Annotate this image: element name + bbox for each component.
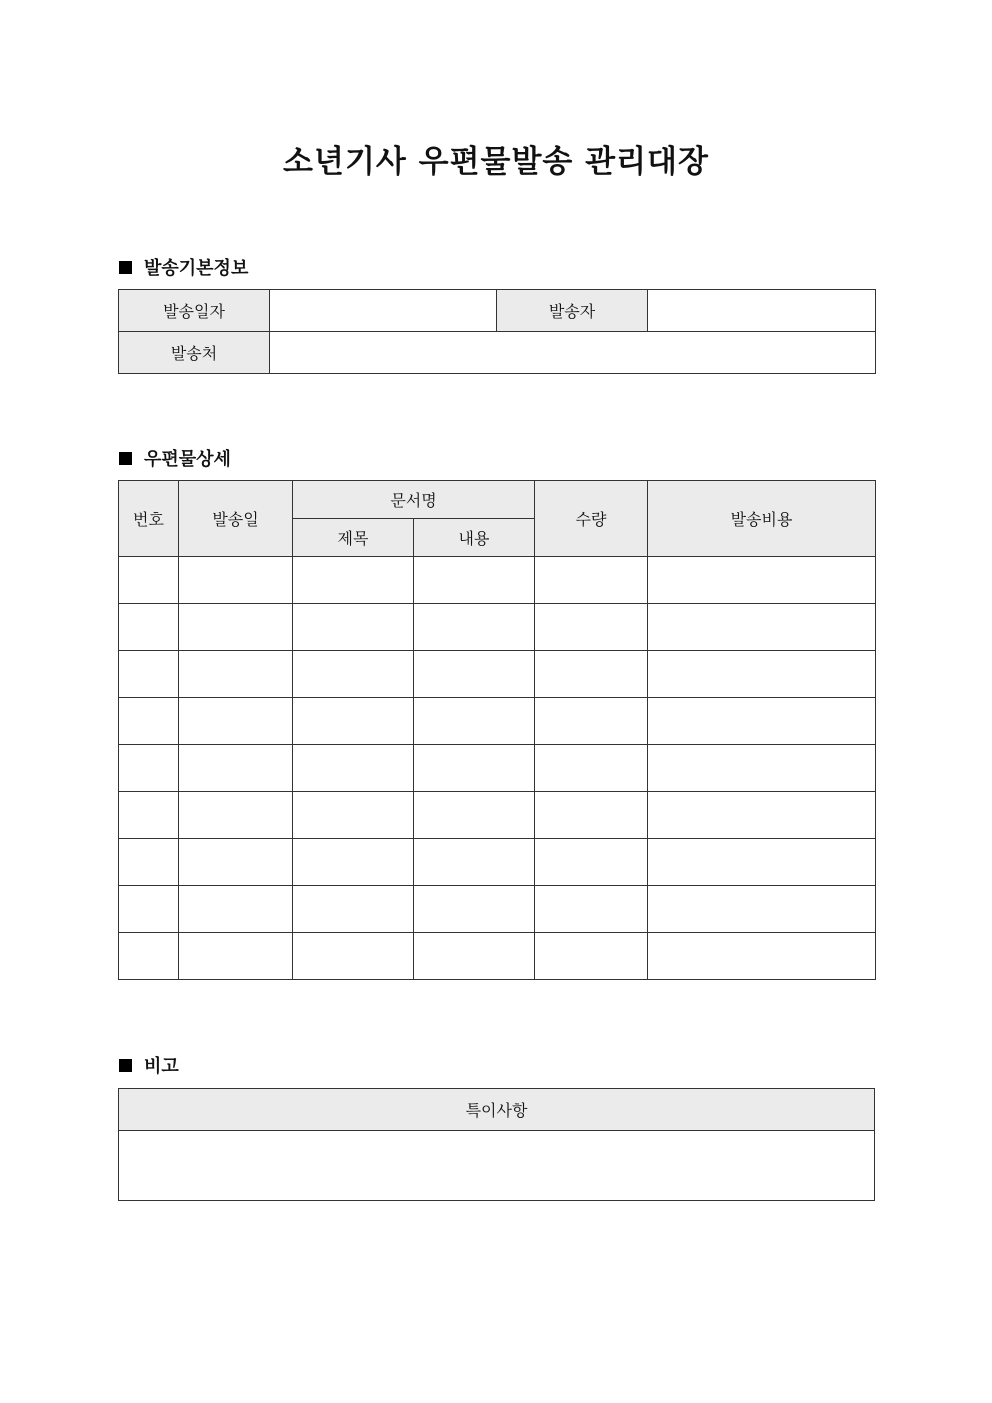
header-doc-content: 내용 xyxy=(414,519,535,557)
table-row xyxy=(119,604,876,651)
cell-cost[interactable] xyxy=(648,839,876,886)
cell-doc-title[interactable] xyxy=(293,604,414,651)
destination-label: 발송처 xyxy=(119,332,270,374)
cell-cost[interactable] xyxy=(648,651,876,698)
cell-send-date[interactable] xyxy=(179,745,293,792)
cell-send-date[interactable] xyxy=(179,886,293,933)
table-row xyxy=(119,745,876,792)
sender-label: 발송자 xyxy=(497,290,648,332)
cell-doc-title[interactable] xyxy=(293,839,414,886)
header-doc-name: 문서명 xyxy=(293,481,535,519)
cell-quantity[interactable] xyxy=(535,604,648,651)
cell-doc-content[interactable] xyxy=(414,698,535,745)
cell-send-date[interactable] xyxy=(179,792,293,839)
cell-cost[interactable] xyxy=(648,557,876,604)
square-bullet-icon xyxy=(119,261,132,274)
cell-send-date[interactable] xyxy=(179,557,293,604)
cell-quantity[interactable] xyxy=(535,792,648,839)
table-row xyxy=(119,839,876,886)
remarks-header: 특이사항 xyxy=(119,1089,875,1131)
cell-no[interactable] xyxy=(119,886,179,933)
table-row xyxy=(119,557,876,604)
header-send-date: 발송일 xyxy=(179,481,293,557)
cell-no[interactable] xyxy=(119,933,179,980)
mail-detail-table xyxy=(118,480,876,980)
header-doc-title: 제목 xyxy=(293,519,414,557)
table-row xyxy=(119,886,876,933)
cell-doc-content[interactable] xyxy=(414,745,535,792)
cell-cost[interactable] xyxy=(648,886,876,933)
square-bullet-icon xyxy=(119,1059,132,1072)
page-title: 소년기사 우편물발송 관리대장 xyxy=(283,144,709,180)
cell-no[interactable] xyxy=(119,792,179,839)
remarks-table xyxy=(118,1088,875,1201)
cell-send-date[interactable] xyxy=(179,839,293,886)
cell-no[interactable] xyxy=(119,698,179,745)
cell-doc-content[interactable] xyxy=(414,839,535,886)
cell-doc-title[interactable] xyxy=(293,886,414,933)
cell-cost[interactable] xyxy=(648,604,876,651)
section-remarks-label: 비고 xyxy=(144,1056,179,1077)
cell-doc-content[interactable] xyxy=(414,557,535,604)
cell-doc-content[interactable] xyxy=(414,651,535,698)
cell-quantity[interactable] xyxy=(535,557,648,604)
header-cost: 발송비용 xyxy=(648,481,876,557)
cell-doc-content[interactable] xyxy=(414,604,535,651)
cell-quantity[interactable] xyxy=(535,698,648,745)
section-heading-basic xyxy=(119,254,248,280)
remarks-field[interactable] xyxy=(119,1131,875,1201)
square-bullet-icon xyxy=(119,452,132,465)
cell-no[interactable] xyxy=(119,557,179,604)
table-row xyxy=(119,651,876,698)
cell-doc-content[interactable] xyxy=(414,886,535,933)
send-date-label: 발송일자 xyxy=(119,290,270,332)
table-row xyxy=(119,698,876,745)
section-detail-label: 우편물상세 xyxy=(144,449,231,470)
table-row xyxy=(119,792,876,839)
header-no: 번호 xyxy=(119,481,179,557)
section-basic-label: 발송기본정보 xyxy=(144,258,249,279)
section-heading-remarks xyxy=(119,1052,179,1078)
cell-cost[interactable] xyxy=(648,933,876,980)
cell-no[interactable] xyxy=(119,745,179,792)
cell-doc-content[interactable] xyxy=(414,792,535,839)
cell-quantity[interactable] xyxy=(535,651,648,698)
cell-send-date[interactable] xyxy=(179,604,293,651)
cell-doc-title[interactable] xyxy=(293,698,414,745)
cell-send-date[interactable] xyxy=(179,651,293,698)
header-quantity: 수량 xyxy=(535,481,648,557)
cell-send-date[interactable] xyxy=(179,698,293,745)
sender-field[interactable] xyxy=(648,290,876,332)
cell-cost[interactable] xyxy=(648,792,876,839)
section-heading-detail xyxy=(119,445,231,471)
cell-quantity[interactable] xyxy=(535,933,648,980)
cell-cost[interactable] xyxy=(648,698,876,745)
cell-doc-title[interactable] xyxy=(293,745,414,792)
cell-no[interactable] xyxy=(119,651,179,698)
cell-no[interactable] xyxy=(119,604,179,651)
destination-field[interactable] xyxy=(270,332,876,374)
cell-doc-title[interactable] xyxy=(293,651,414,698)
basic-info-table xyxy=(118,289,876,374)
send-date-field[interactable] xyxy=(270,290,497,332)
cell-doc-title[interactable] xyxy=(293,933,414,980)
cell-doc-title[interactable] xyxy=(293,792,414,839)
cell-send-date[interactable] xyxy=(179,933,293,980)
cell-quantity[interactable] xyxy=(535,745,648,792)
cell-doc-content[interactable] xyxy=(414,933,535,980)
cell-quantity[interactable] xyxy=(535,886,648,933)
cell-no[interactable] xyxy=(119,839,179,886)
cell-cost[interactable] xyxy=(648,745,876,792)
table-row xyxy=(119,933,876,980)
cell-doc-title[interactable] xyxy=(293,557,414,604)
cell-quantity[interactable] xyxy=(535,839,648,886)
